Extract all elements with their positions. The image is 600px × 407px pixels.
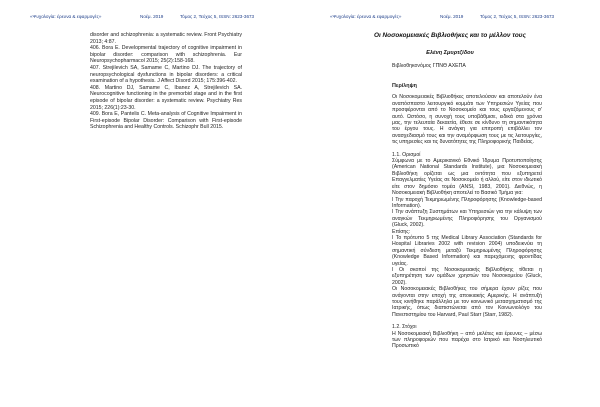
summary-text: Οι Νοσοκομειακές Βιβλιοθήκες αποτελούσαν και αποτελούν ένα αναπόσπαστο λειτουργικό κομμάτι των Υπηρεσιών Υγείας που προσφέρονται από το Νοσοκομείο και τους εργαζόμενους σ' αυτό. Ωστόσο, η συνοχή τους υποβάθμισε, ειδικά στα χρόνια μας, την τελευταία δεκαετία, έθεσε σε κίνδυνο τη σημαντικότητα του έργου τους. Η ανάγκη για επιτροπή επιβάλλει τον ανασχεδιασμό τους και την αναμόρφωση τους με τις λειτουργίες, τις υπηρεσίες και τις δυνατότητες της Πληροφορικής Παιδείας. (392, 94, 542, 146)
section-paragraph: Η Νοσοκομειακή Βιβλιοθήκη – από μελέτες και έρευνες – μέσω των πληροφοριών που παρέχει στο Ιατρικό και Νοσηλευτικό Προσωπικό (392, 330, 542, 350)
reference-item: 409. Bora E, Pantelis C. Meta-analysis of Cognitive Impairment in First-episode Bipolar Disorder: Comparison with First-episode Schizophrenia and Healthy Controls. Schizophr Bull 2015. (90, 111, 242, 131)
section-paragraph: I Την ανάπτυξη Συστημάτων και Υπηρεσιών για την κάλυψη των αναγκών Τεκμηριωμένης Πληροφόρησης του Οργανισμού (Gluck, 2002). (392, 209, 542, 229)
author-name: Ελένη Σμυρτζίδου (426, 50, 474, 56)
reference-item: disorder and schizophrenia: a systematic review. Front Psychiatry 2013; 4:87. (90, 32, 242, 45)
journal-name: «Ψυχολογία: έρευνα & εφαρμογές» (330, 14, 402, 19)
volume-issn: Τόμος 2, Τεύχος 5, ISSN: 2623-3673 (480, 14, 555, 19)
section-paragraph: Σύμφωνα με το Αμερικανικό Εθνικό Ίδρυμα Προτυποποίησης (American National Standards Institute), μια Νοσοκομειακή Βιβλιοθήκη ορίζεται ως μια οντότητα που εξυπηρετεί Επαγγελματίες Υγείας σε Νοσοκομείο ή αλλού, είτε στον ιδιωτικό είτε στον δημόσιο τομέα (ANSI, 1983, 2001). Διεθνώς, η Νοσοκομειακή Βιβλιοθήκη αποτελεί το Βασικό Τμήμα για: (392, 158, 542, 197)
section-heading: 1.1. Ορισμοί (392, 151, 421, 158)
summary-heading: Περίληψη (392, 83, 417, 89)
section-paragraph: I Την παροχή Τεκμηριωμένης Πληροφόρησης (Knowledge-based Information). (392, 196, 542, 209)
reference-item: 406. Bora E. Developmental trajectory of cognitive impairment in bipolar disorder: comparison with schizophrenia. Eur Neuropsychopharmacol 2015; 25(2):158-168. (90, 45, 242, 65)
article-body (392, 83, 542, 350)
reference-item: 408. Martino DJ, Samame C, Ibanez A, Strejilevich SA. Neurocognitive functioning in the premorbid stage and in the first episode of bipolar disorder: a systematic review. Psychiatry Res 2015; 226(1):23-30. (90, 84, 242, 111)
author-affiliation: Βιβλιοθηκονόμος ΓΠΝΘ ΑΧΕΠΑ (392, 63, 466, 69)
section-paragraph: Επίσης: (392, 228, 411, 235)
section-heading: 1.2. Στόχοι (392, 324, 417, 331)
issue-date: Νοέμ. 2019 (440, 14, 464, 19)
issue-date: Νοέμ. 2019 (140, 14, 164, 19)
right-page (300, 0, 600, 407)
section-paragraph: I Οι σκοποί της Νοσοκομειακής Βιβλιοθήκης τίθεται η εξυπηρέτηση των ομάδων χρηστών του Νοσοκομείου (Gluck, 2002). (392, 266, 542, 286)
volume-issn: Τόμος 2, Τεύχος 5, ISSN: 2623-3673 (180, 14, 255, 19)
article-title: Οι Νοσοκομειακές Βιβλιοθήκες και το μέλλον τους (374, 32, 526, 39)
reference-list (90, 32, 242, 131)
reference-item: 407. Strejilevich SA, Samame C, Martino DJ. The trajectory of neuropsychological dysfunctions in bipolar disorders: a critical examination of a hypothesis. J Affect Disord 2015; 175:396-402. (90, 64, 242, 85)
journal-name: «Ψυχολογία: έρευνα & εφαρμογές» (30, 14, 102, 19)
section-paragraph: I Το πρότυπο 5 της Medical Library Association (Standards for Hospital Libraries 2002 with revision 2004) υποδεικνύει τη σημαντική σύνδεση μεταξύ Τεκμηριωμένης Πληροφόρησης (Knowledge Based Information) και παρεχόμενης φροντίδας υγείας. (392, 234, 542, 267)
section-paragraph: Οι Νοσοκομειακές Βιβλιοθήκες του σήμερα έχουν ρίζες που ανάγονται στην εποχή της αποικιακής Αμερικής. Η ανάπτυξή τους κινήθηκε παράλληλα με τον κοινωνικό μετασχηματισμό της Ιατρικής, όπως διαπιστώνεται από τον Κοινωνιολόγο του Πανεπιστημίου του Harvard, Paul Starr (Starr, 1982). (392, 286, 542, 318)
